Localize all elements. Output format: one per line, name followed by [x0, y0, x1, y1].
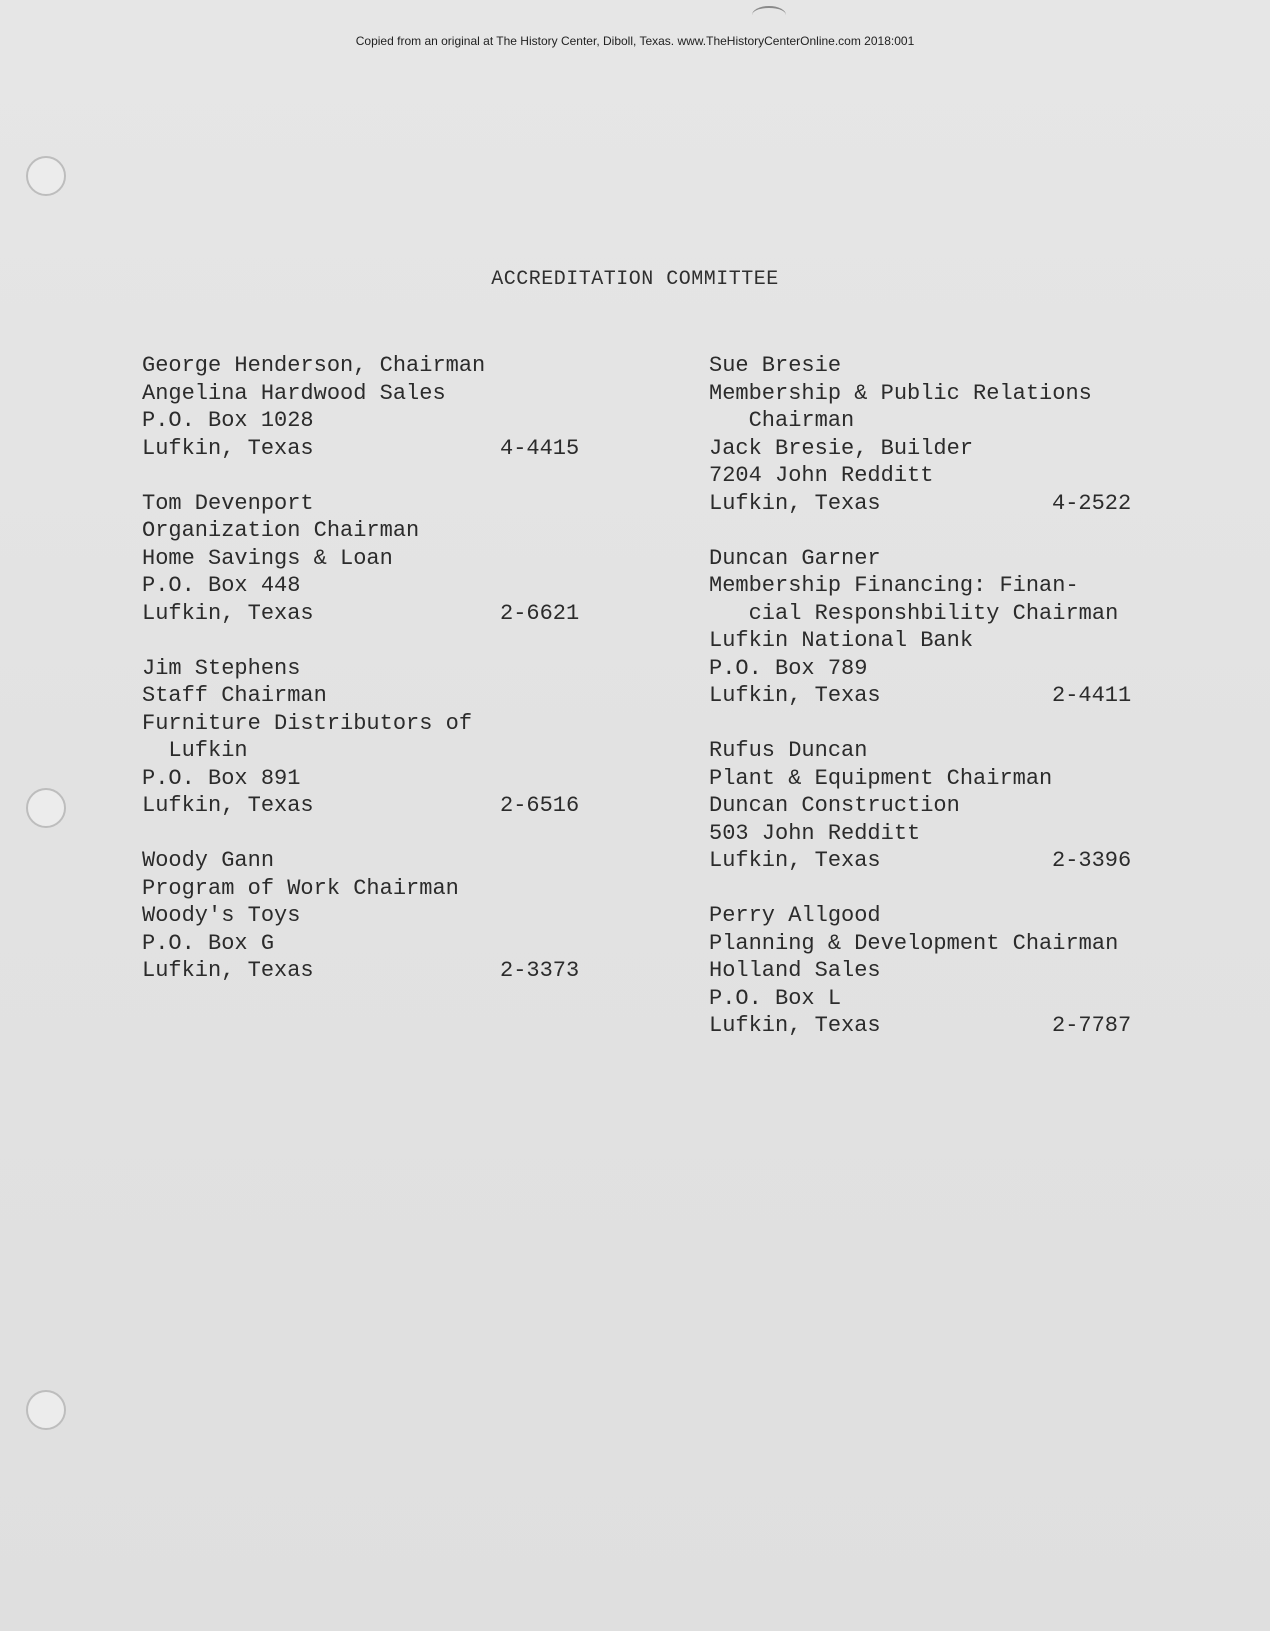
line-text: Sue Bresie [709, 353, 842, 378]
line-text: Lufkin, Texas [709, 1013, 881, 1038]
member-detail-line [142, 765, 602, 793]
line-text: Duncan Garner [709, 545, 881, 571]
member-detail-line [709, 957, 1179, 985]
member-name [709, 902, 1179, 930]
member-name [709, 737, 1179, 765]
phone-number: 4-2522 [1052, 490, 1132, 516]
committee-member-entry [142, 490, 602, 628]
right-column [709, 352, 1179, 1067]
member-detail-line [142, 875, 602, 903]
line-text: P.O. Box 448 [142, 573, 301, 598]
line-text: Staff Chairman [142, 683, 327, 708]
member-detail-line [709, 792, 1179, 820]
member-detail-line [709, 930, 1179, 958]
member-detail-line [142, 902, 602, 930]
line-text: Membership Financing: Finan- [709, 573, 1079, 598]
member-detail-line [142, 930, 602, 958]
member-detail-line [709, 407, 1179, 435]
member-detail-line [709, 490, 1179, 518]
punch-hole-mark [26, 1390, 66, 1430]
committee-member-entry [142, 352, 602, 462]
line-text: Planning & Development Chairman [709, 930, 1119, 956]
line-text: Plant & Equipment Chairman [709, 765, 1053, 791]
line-text: Organization Chairman [142, 518, 420, 543]
member-detail-line [142, 435, 602, 463]
member-name [142, 352, 602, 380]
line-text: Home Savings & Loan [142, 545, 393, 571]
line-text: Program of Work Chairman [142, 875, 459, 901]
punch-hole-mark [26, 788, 66, 828]
phone-number: 2-6621 [500, 600, 580, 626]
member-detail-line [142, 710, 602, 738]
line-text: Jim Stephens [142, 655, 301, 681]
line-text: Furniture Distributors of [142, 710, 473, 736]
line-text: Duncan Construction [709, 793, 960, 818]
line-text: Tom Devenport [142, 490, 314, 516]
page-title: ACCREDITATION COMMITTEE [491, 268, 779, 291]
phone-number: 2-7787 [1052, 1013, 1132, 1038]
line-text: Chairman [709, 408, 855, 433]
line-text: Lufkin, Texas [142, 435, 314, 461]
member-detail-line [709, 627, 1179, 655]
line-text: Lufkin, Texas [709, 490, 881, 516]
member-detail-line [709, 847, 1179, 875]
member-detail-line [709, 820, 1179, 848]
line-text: Lufkin, Texas [142, 793, 314, 818]
committee-member-entry [709, 545, 1179, 710]
member-detail-line [709, 765, 1179, 793]
line-text: 503 John Redditt [709, 820, 921, 846]
phone-number: 4-4415 [500, 435, 580, 461]
line-text: Rufus Duncan [709, 738, 868, 763]
member-detail-line [709, 462, 1179, 490]
line-text: Woody Gann [142, 848, 275, 873]
committee-member-entry [709, 352, 1179, 517]
phone-number: 2-3396 [1052, 848, 1132, 873]
line-text: Membership & Public Relations [709, 380, 1092, 406]
paper-notch-mark [752, 6, 786, 24]
line-text: cial Responshbility Chairman [709, 600, 1119, 626]
member-detail-line [142, 572, 602, 600]
committee-member-entry [709, 737, 1179, 875]
line-text: P.O. Box G [142, 930, 275, 956]
member-detail-line [709, 1012, 1179, 1040]
phone-number: 2-4411 [1052, 683, 1132, 708]
line-text: Woody's Toys [142, 903, 301, 928]
member-name [142, 490, 602, 518]
member-name [142, 847, 602, 875]
committee-member-entry [142, 655, 602, 820]
line-text: Perry Allgood [709, 903, 881, 928]
line-text: 7204 John Redditt [709, 463, 934, 488]
punch-hole-mark [26, 156, 66, 196]
member-name [142, 655, 602, 683]
line-text: P.O. Box L [709, 985, 842, 1011]
member-detail-line [709, 380, 1179, 408]
line-text: Lufkin, Texas [142, 958, 314, 983]
member-detail-line [142, 517, 602, 545]
member-detail-line [142, 682, 602, 710]
line-text: P.O. Box 891 [142, 765, 301, 791]
member-name [709, 352, 1179, 380]
committee-member-entry [142, 847, 602, 985]
member-name [709, 545, 1179, 573]
member-detail-line [709, 600, 1179, 628]
phone-number: 2-6516 [500, 793, 580, 818]
member-detail-line [142, 957, 602, 985]
member-detail-line [142, 737, 602, 765]
line-text: Holland Sales [709, 958, 881, 983]
phone-number: 2-3373 [500, 958, 580, 983]
line-text: Lufkin, Texas [142, 600, 314, 626]
line-text: Lufkin, Texas [709, 683, 881, 708]
line-text: Lufkin, Texas [709, 848, 881, 873]
member-detail-line [709, 655, 1179, 683]
line-text: Jack Bresie, Builder [709, 435, 974, 461]
line-text: Angelina Hardwood Sales [142, 380, 446, 406]
archive-header-note: Copied from an original at The History Center, Diboll, Texas. www.TheHistoryCenterOnline.com 2018:001 [355, 34, 915, 48]
member-detail-line [709, 572, 1179, 600]
member-detail-line [142, 407, 602, 435]
line-text: Lufkin National Bank [709, 628, 974, 653]
member-detail-line [142, 792, 602, 820]
line-text: P.O. Box 1028 [142, 408, 314, 433]
member-detail-line [142, 545, 602, 573]
line-text: Lufkin [142, 738, 248, 763]
member-detail-line [142, 600, 602, 628]
member-detail-line [709, 682, 1179, 710]
member-detail-line [142, 380, 602, 408]
member-detail-line [709, 435, 1179, 463]
line-text: George Henderson, Chairman [142, 353, 486, 378]
left-column [142, 352, 602, 1012]
member-detail-line [709, 985, 1179, 1013]
line-text: P.O. Box 789 [709, 655, 868, 681]
committee-member-entry [709, 902, 1179, 1040]
